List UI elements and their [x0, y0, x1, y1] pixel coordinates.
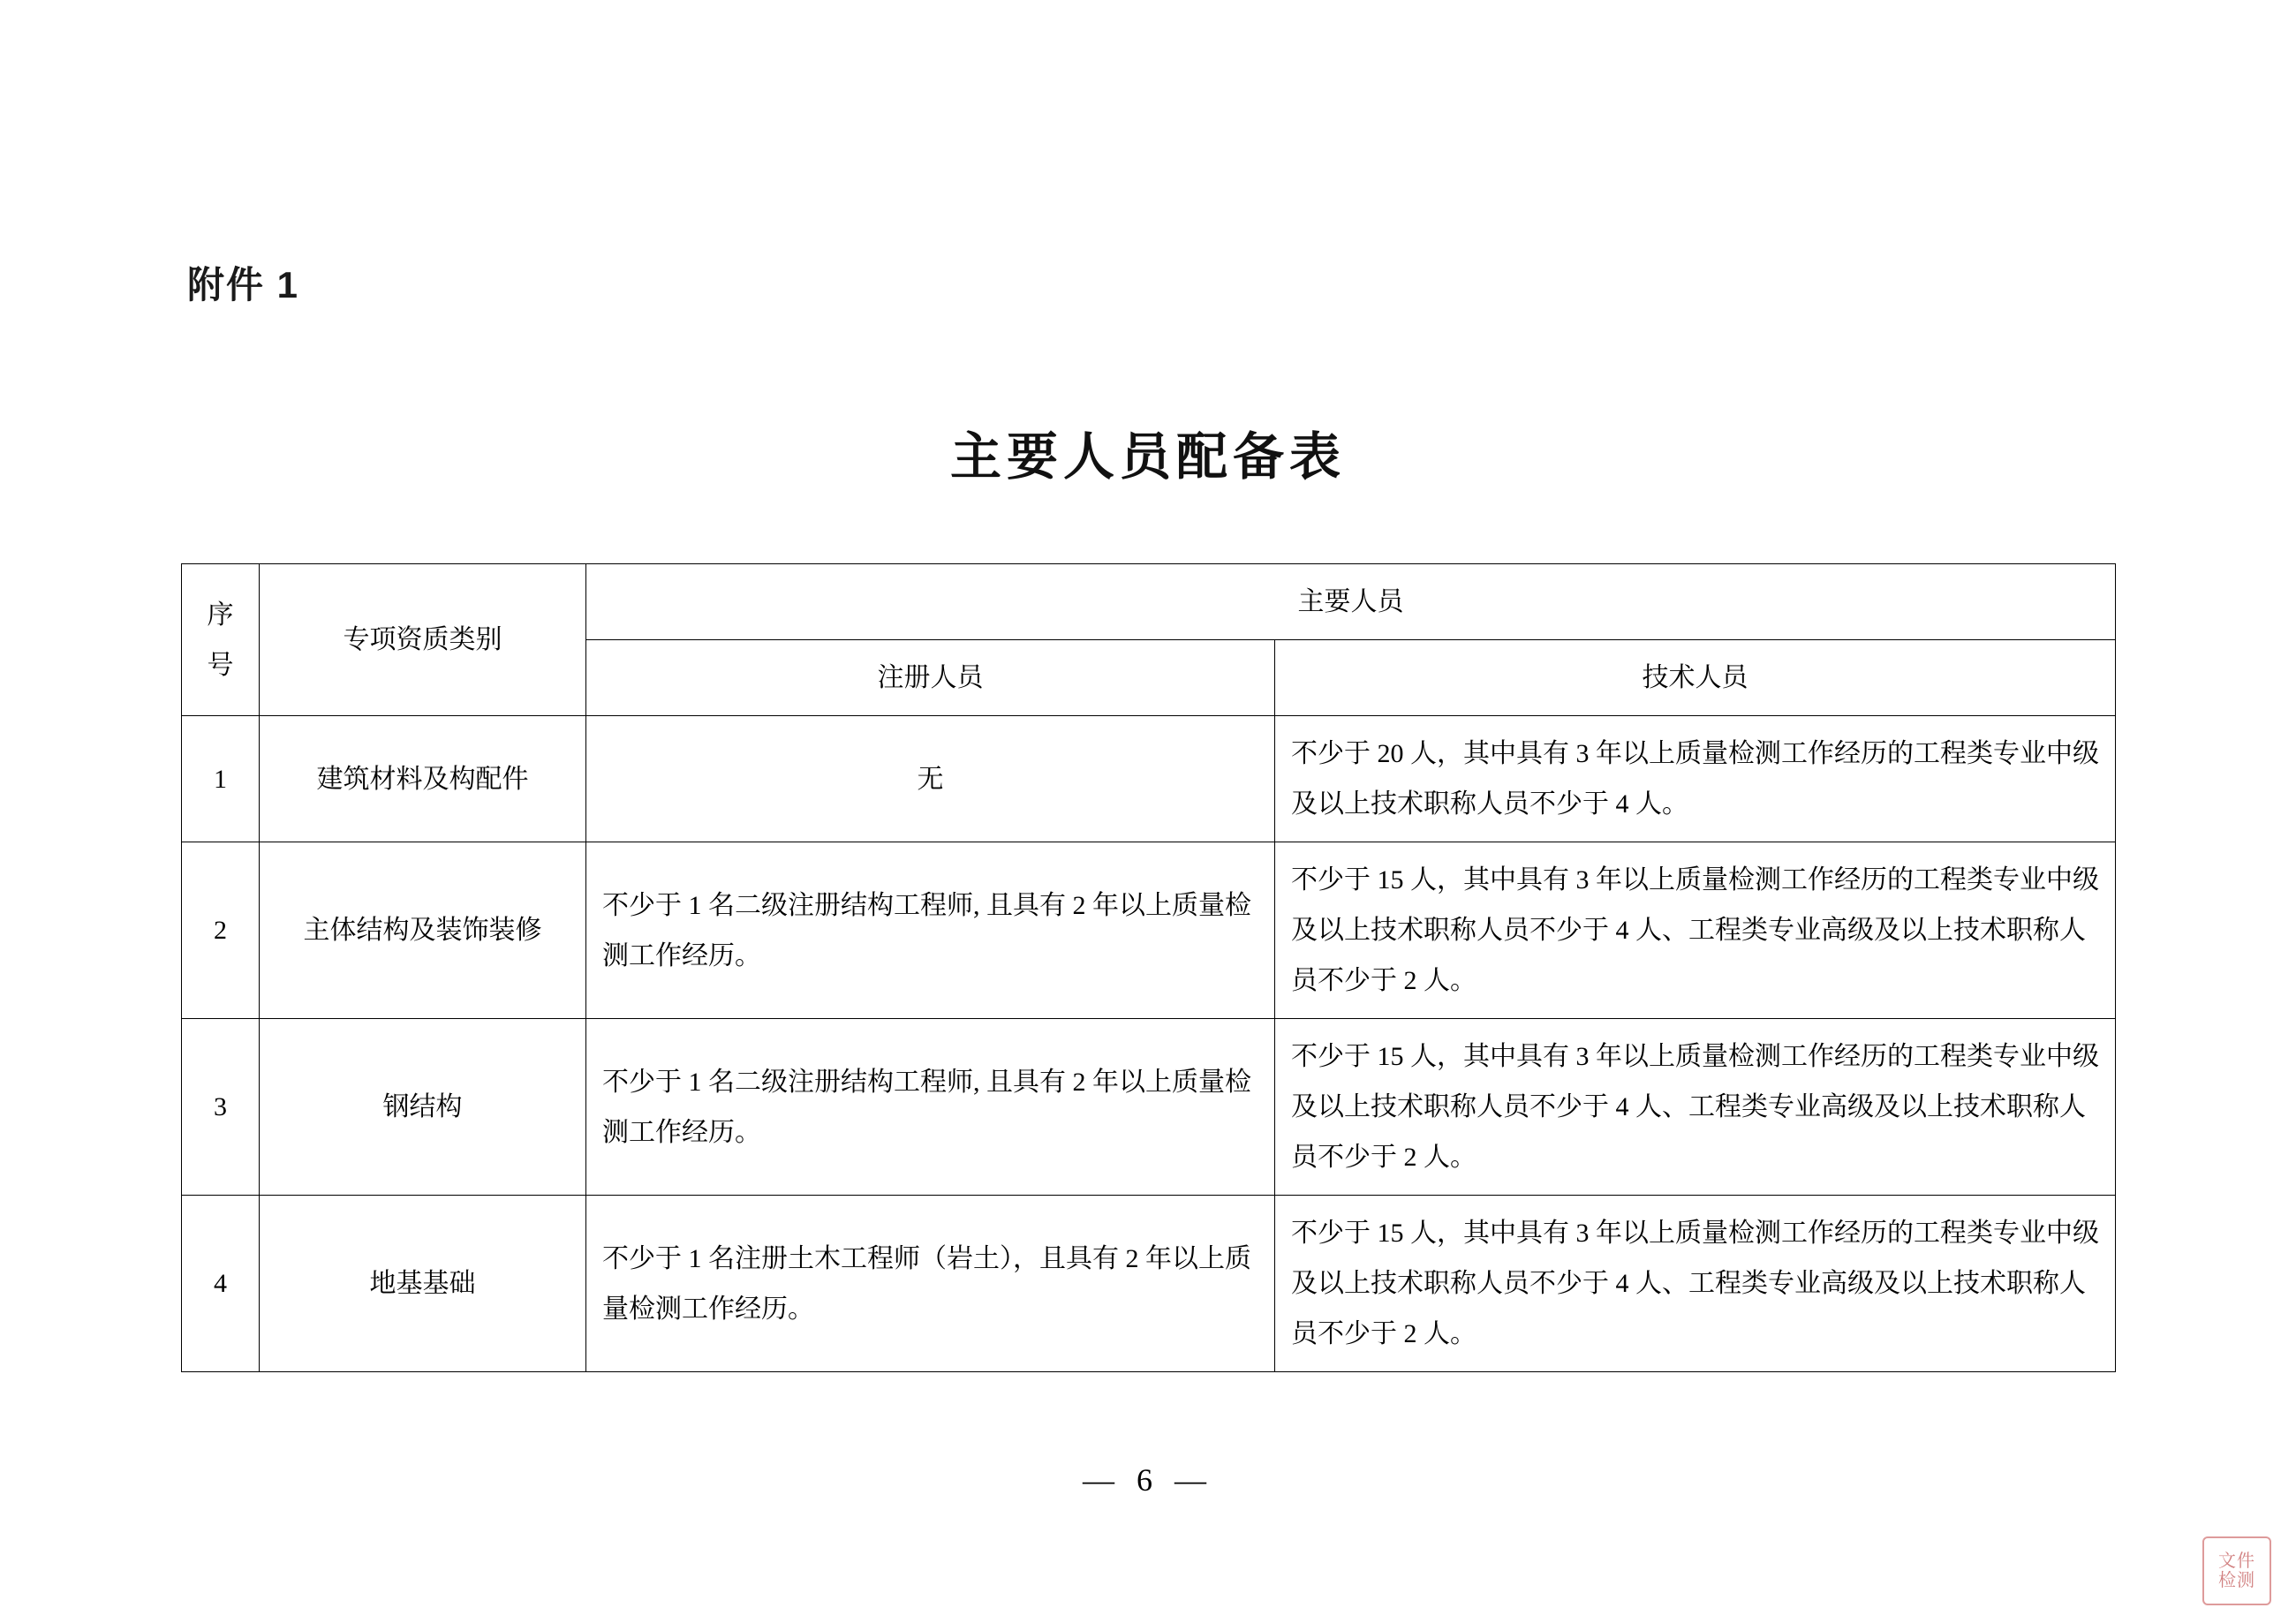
- table-row: [182, 1196, 2116, 1372]
- personnel-table-container: [181, 563, 2115, 1372]
- table-header-row-1: [182, 564, 2116, 640]
- watermark-stamp: [2202, 1536, 2271, 1605]
- header-category: 专项资质类别: [260, 564, 586, 716]
- header-serial-line2: 号: [207, 650, 234, 680]
- header-serial-line1: 序: [207, 600, 234, 630]
- watermark-line1: 文件: [2218, 1551, 2255, 1571]
- table-row: [182, 716, 2116, 842]
- page-number: — 6 —: [1083, 1462, 1213, 1498]
- row-technical-personnel: 不少于 20 人，其中具有 3 年以上质量检测工作经历的工程类专业中级及以上技术职称人员不少于 4 人。: [1275, 716, 2116, 842]
- row-serial-number: 4: [182, 1196, 260, 1372]
- row-category: 地基基础: [260, 1196, 586, 1372]
- row-serial-number: 1: [182, 716, 260, 842]
- row-serial-number: 2: [182, 842, 260, 1019]
- page-title: 主要人员配备表: [949, 428, 1346, 486]
- row-registered-personnel: 无: [586, 716, 1275, 842]
- header-main-personnel: 主要人员: [586, 564, 2116, 640]
- table-row: [182, 1019, 2116, 1196]
- table-row: [182, 842, 2116, 1019]
- row-serial-number: 3: [182, 1019, 260, 1196]
- row-category: 主体结构及装饰装修: [260, 842, 586, 1019]
- header-technical-personnel: 技术人员: [1275, 640, 2116, 716]
- row-registered-personnel: 不少于 1 名注册土木工程师（岩土），且具有 2 年以上质量检测工作经历。: [586, 1196, 1275, 1372]
- row-category: 建筑材料及构配件: [260, 716, 586, 842]
- row-registered-personnel: 不少于 1 名二级注册结构工程师, 且具有 2 年以上质量检测工作经历。: [586, 842, 1275, 1019]
- row-category: 钢结构: [260, 1019, 586, 1196]
- header-registered-personnel: 注册人员: [586, 640, 1275, 716]
- attachment-label: 附件 1: [187, 264, 300, 306]
- header-serial-number: [182, 564, 260, 716]
- personnel-table: [181, 563, 2116, 1372]
- row-technical-personnel: 不少于 15 人，其中具有 3 年以上质量检测工作经历的工程类专业中级及以上技术职称人员不少于 4 人、工程类专业高级及以上技术职称人员不少于 2 人。: [1275, 1196, 2116, 1372]
- watermark-line2: 检测: [2218, 1571, 2255, 1590]
- row-registered-personnel: 不少于 1 名二级注册结构工程师, 且具有 2 年以上质量检测工作经历。: [586, 1019, 1275, 1196]
- row-technical-personnel: 不少于 15 人，其中具有 3 年以上质量检测工作经历的工程类专业中级及以上技术职称人员不少于 4 人、工程类专业高级及以上技术职称人员不少于 2 人。: [1275, 1019, 2116, 1196]
- row-technical-personnel: 不少于 15 人，其中具有 3 年以上质量检测工作经历的工程类专业中级及以上技术职称人员不少于 4 人、工程类专业高级及以上技术职称人员不少于 2 人。: [1275, 842, 2116, 1019]
